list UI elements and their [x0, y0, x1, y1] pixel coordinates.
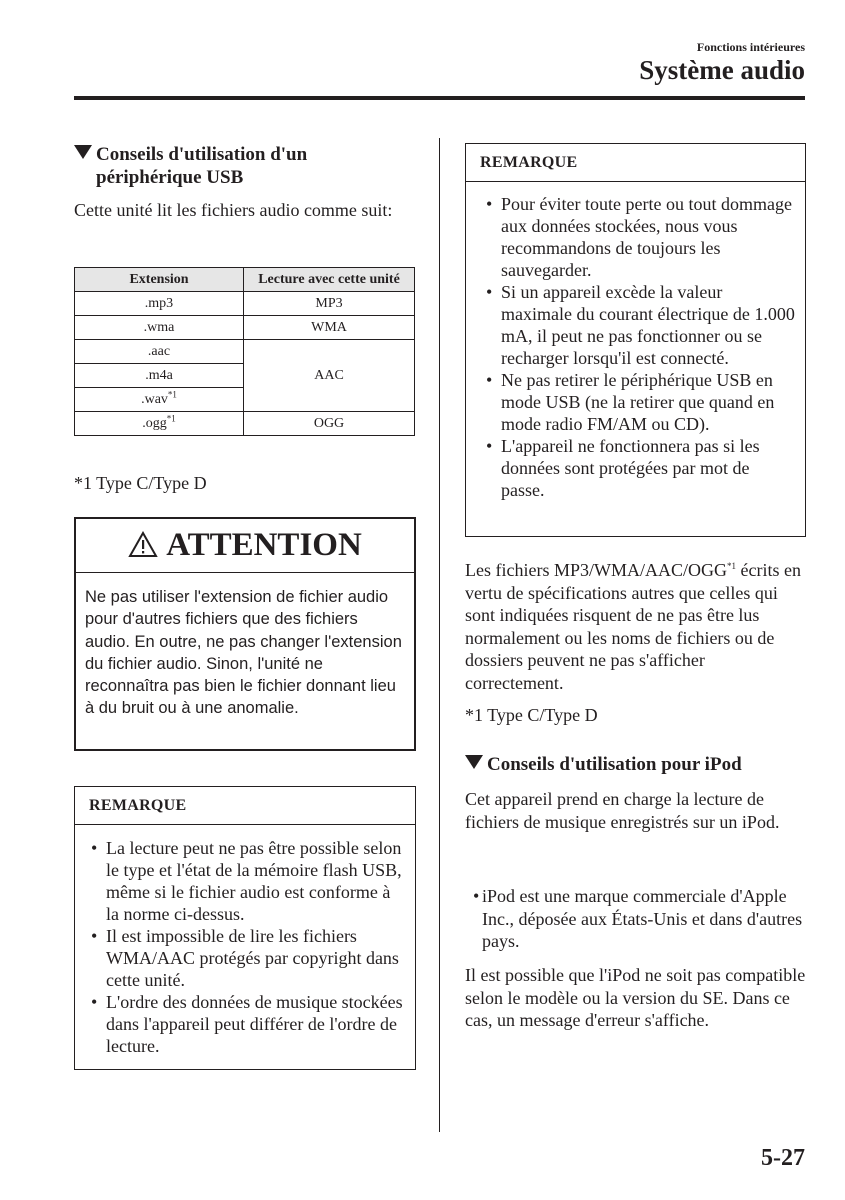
header-rule — [74, 96, 805, 100]
footnote-right: *1 Type C/Type D — [465, 705, 598, 725]
list-item: • Si un appareil excède la valeur maximale du courant électrique de 1.000 mA, il peut ne pas fonctionner ou se recharger lorsqu'il est connecté. — [479, 281, 797, 369]
footnote: *1 Type C/Type D — [74, 473, 207, 493]
page-number: 5-27 — [761, 1145, 805, 1171]
table-header-cell: Extension — [75, 268, 244, 292]
extension-table — [74, 267, 415, 436]
list-item: • La lecture peut ne pas être possible selon le type et l'état de la mémoire flash USB, même si le fichier audio est conforme à la norme ci-dessus. — [84, 837, 407, 925]
table-cell: OGG — [244, 412, 415, 436]
attention-text: Ne pas utiliser l'extension de fichier audio pour d'autres fichiers que des fichiers audio. En outre, ne pas changer l'extension du fichier audio. Sinon, l'unité ne reconnaîtra pas bien le fichier donnant lieu à du bruit ou à une anomalie. — [85, 588, 402, 718]
table-cell: .mp3 — [75, 292, 244, 316]
list-item: • Pour éviter toute perte ou tout dommage aux données stockées, nous vous recommandons de toujours les sauvegarder. — [479, 193, 797, 281]
list-item: • Il est impossible de lire les fichiers WMA/AAC protégés par copyright dans cette unité. — [84, 925, 407, 991]
triangle-bullet-icon — [465, 755, 483, 769]
note-box-right — [465, 143, 806, 537]
table-cell-merged: AAC — [244, 340, 415, 412]
note-title: REMARQUE — [75, 787, 415, 825]
page-title: Système audio — [639, 55, 805, 85]
attention-box — [74, 517, 416, 751]
table-cell: .aac — [75, 340, 244, 364]
table-row — [75, 340, 415, 364]
ipod-heading: Conseils d'utilisation pour iPod — [465, 753, 742, 776]
table-cell: .wav$^{*1}$ — [75, 388, 244, 412]
list-item: • Ne pas retirer le périphérique USB en mode USB (ne la retirer que quand en mode radio FM/AM ou CD). — [479, 369, 797, 435]
warning-icon — [128, 531, 158, 558]
table-row — [75, 412, 415, 436]
ipod-compat-paragraph: Il est possible que l'iPod ne soit pas compatible selon le modèle ou la version du SE. Dans ce cas, un message d'erreur s'affiche. — [465, 965, 806, 1030]
ipod-trademark-note: • iPod est une marque commerciale d'Apple Inc., déposée aux États-Unis et dans d'autres pays. — [473, 886, 803, 951]
table-row — [75, 316, 415, 340]
triangle-bullet-icon — [74, 145, 92, 159]
table-cell: .ogg$^{*1}$ — [75, 412, 244, 436]
table-cell: .m4a — [75, 364, 244, 388]
ipod-intro: Cet appareil prend en charge la lecture de fichiers de musique enregistrés sur un iPod. — [465, 789, 780, 832]
table-cell: MP3 — [244, 292, 415, 316]
note-list — [75, 825, 415, 1057]
note-box-left — [74, 786, 416, 1070]
attention-header — [76, 519, 414, 573]
section-label: Fonctions intérieures — [696, 40, 805, 54]
column-divider — [439, 138, 440, 1132]
file-format-paragraph: Les fichiers MP3/WMA/AAC/OGG$^{*1}$ écrits en vertu de spécifications autres que celles qui sont indiquées risquent de ne pas être lus normalement ou les noms de fichiers ou de dossiers peuvent ne pas s'afficher correctement. — [465, 560, 801, 693]
table-cell: .wma — [75, 316, 244, 340]
note-list — [466, 182, 805, 501]
table-row — [75, 292, 415, 316]
table-header-cell: Lecture avec cette unité — [244, 268, 415, 292]
note-title: REMARQUE — [466, 144, 805, 182]
usb-intro: Cette unité lit les fichiers audio comme suit: — [74, 200, 393, 220]
list-item: • L'appareil ne fonctionnera pas si les données sont protégées par mot de passe. — [479, 435, 797, 501]
list-item: • L'ordre des données de musique stockées dans l'appareil peut différer de l'ordre de lecture. — [84, 991, 407, 1057]
table-cell: WMA — [244, 316, 415, 340]
usb-heading: Conseils d'utilisation d'un périphérique USB — [74, 143, 419, 189]
table-header-row — [75, 268, 415, 292]
attention-title: ATTENTION — [166, 527, 362, 563]
